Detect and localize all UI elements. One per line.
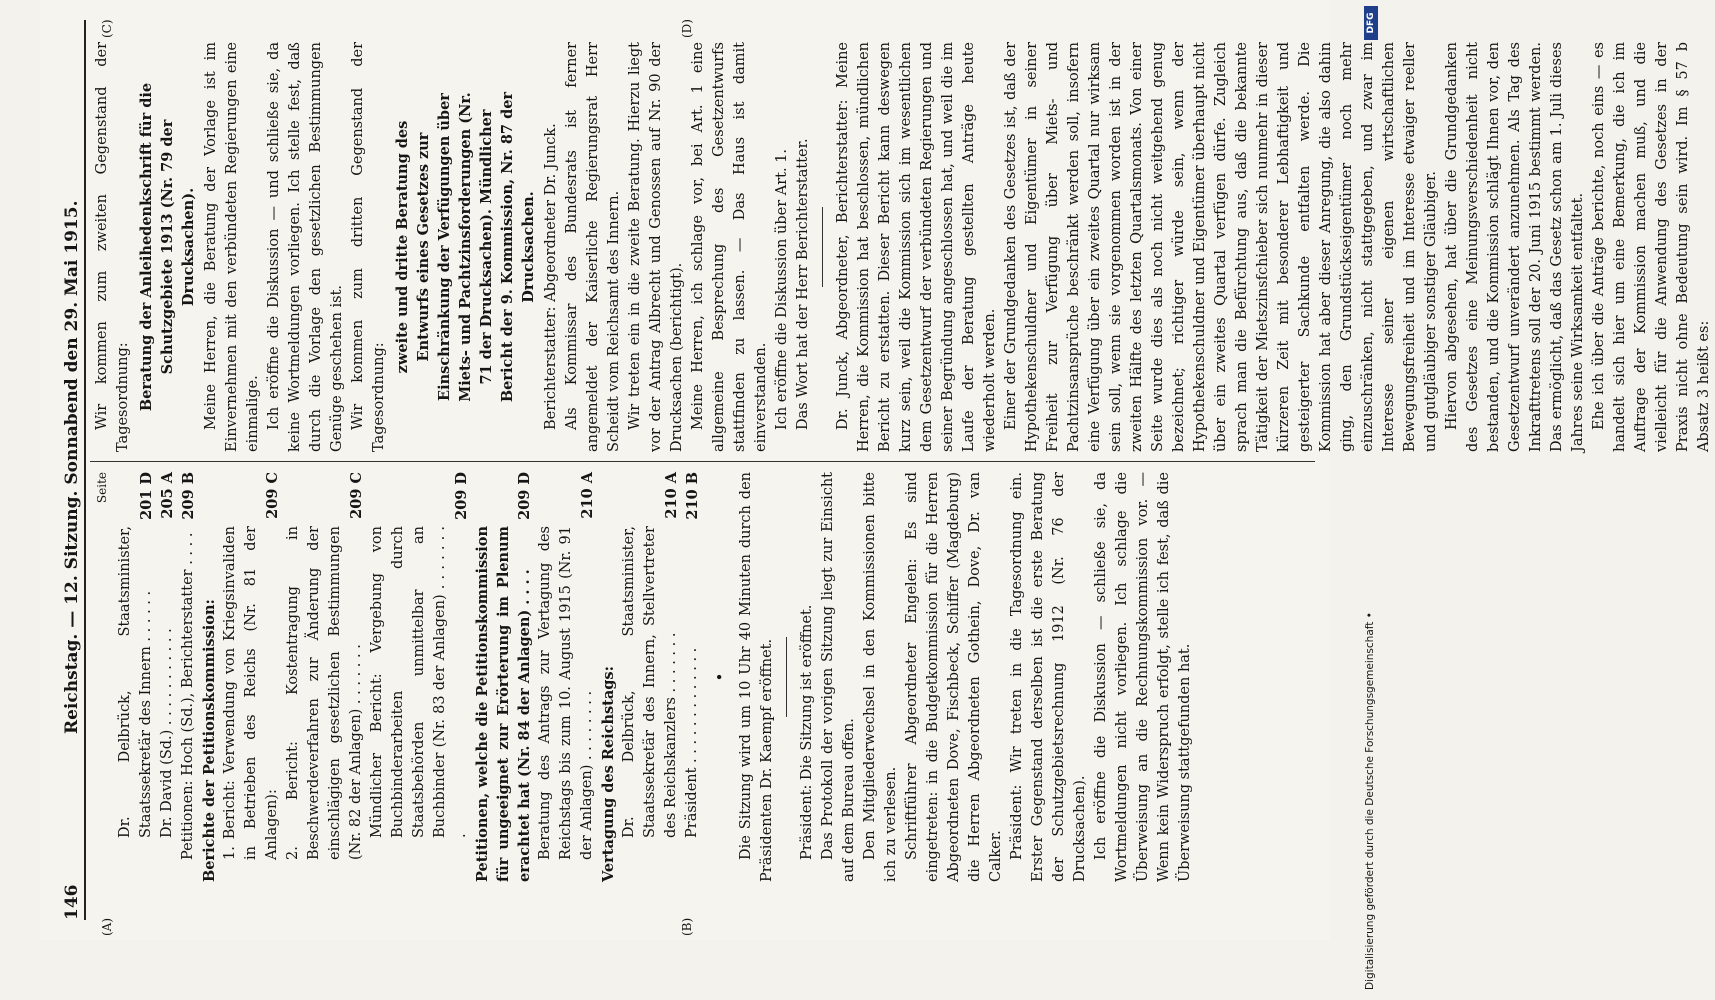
body-paragraph: Dr. Junck, Abgeordneter, Berichterstatter: Meine Herren, die Kommission hat beschlossen, mündlichen Bericht zu erstatten. Dieser Bericht kann deswegen kurz sein, weil die Kommission sich im wesentlichen dem Gesetzentwurf der verbündeten Regierungen und seiner Begründung angeschlossen hat, und weil die im Laufe der Beratung gestellten Anträge heute wiederholt werden.: [835, 42, 998, 452]
body-paragraph: Das Protokoll der vorigen Sitzung liegt zur Einsicht auf dem Bureau offen.: [820, 472, 857, 882]
left-column: [92, 472, 1312, 882]
toc-report: [535, 472, 598, 882]
toc-vertagung-text: Dr. Delbrück, Staatsminister, Staatssekretär des Innern, Stellvertreter des Reichskanzlers . . . . . . .: [621, 526, 679, 838]
seite-label: Seite: [95, 472, 109, 504]
body-paragraph: Wir treten ein in die zweite Beratung. Hierzu liegt vor der Antrag Albrecht und Genossen auf Nr. 90 der Drucksachen (berichtigt).: [627, 42, 685, 452]
body-paragraph: Die Sitzung wird um 10 Uhr 40 Minuten durch den Präsidenten Dr. Kaempf eröffnet.: [738, 472, 775, 882]
digitization-credit: Digitalisierung gefördert durch die Deutsche Forschungsgemeinschaft •: [1364, 612, 1376, 990]
body-paragraph: Hiervon abgesehen, hat über die Grundgedanken des Gesetzes eine Meinungsverschiedenheit nicht bestanden, und die Kommission schlägt Ihnen vor, den Gesetzentwurf unverändert anzunehmen. Als Tag des Inkrafttretens soll der 20. Juni 1915 bestimmt werden. Das ermöglicht, daß das Gesetz schon am 1. Juli dieses Jahres seine Wirksamkeit entfaltet.: [1444, 42, 1586, 452]
toc-vertagung: [682, 472, 703, 882]
toc-report-page: 209 C: [264, 472, 281, 519]
column-divider: [90, 461, 1315, 462]
body-paragraph: Meine Herren, die Beratung der Vorlage ist im Einvernehmen mit den verbündeten Regierungen eine einmalige.: [203, 42, 261, 452]
separator-dot: •: [713, 672, 729, 682]
page-header: [44, 20, 82, 920]
toc-vertagung-page: 210 A: [663, 472, 680, 519]
toc-vertagung-page: 210 B: [684, 472, 701, 520]
toc-vertagung-text: Präsident . . . . . . . . . . . . .: [684, 647, 700, 838]
page-number: 146: [62, 884, 82, 920]
agenda-item: zweite und dritte Beratung des Entwurfs eines Gesetzes zur Einschränkung der Verfügungen über Miets- und Pachtzinsforderungen (Nr. 71 der Drucksachen). Mündlicher Bericht der 9. Kommission, Nr. 87 der Drucksachen.: [394, 91, 537, 403]
toc-report-page: 209 D: [516, 472, 533, 520]
toc-entry: [115, 472, 157, 882]
body-paragraph: Präsident: Wir treten in die Tagesordnung ein. Erster Gegenstand derselben ist die erste Beratung der Schutzgebietsrechnung 1912 (Nr. 76 der Drucksachen).: [1009, 472, 1088, 882]
body-paragraph: Wir kommen zum zweiten Gegenstand der Tagesordnung:: [94, 42, 131, 452]
toc-vertagung: [619, 472, 682, 882]
body-paragraph: Ich eröffne die Diskussion — schließe sie, da Wortmeldungen nicht vorliegen. Ich schlage die Überweisung an die Rechnungskommission vor. — Wenn kein Widerspruch erfolgt, stelle ich fest, daß die Überweisung stattgefunden hat.: [1093, 472, 1193, 882]
body-paragraph: Wir kommen zum dritten Gegenstand der Tagesordnung:: [350, 42, 387, 452]
toc-report: [220, 472, 283, 882]
body-paragraph: Ehe ich über die Anträge berichte, noch eins — es handelt sich hier um eine Bemerkung, die ich im Auftrage der Kommission machen muß, und die vielleicht für die Anwendung des Gesetzes in der Praxis nicht ohne Bedeutung sein wird. Im § 57 b Absatz 3 heißt es:: [1591, 42, 1712, 452]
toc-report-text: Beratung des Antrags zur Vertagung des Reichstags bis zum 10. August 1915 (Nr. 91 der Anlagen) . . . . . . . .: [537, 526, 595, 860]
body-paragraph: Berichterstatter: Abgeordneter Dr. Junck.: [543, 123, 559, 430]
toc-report-text: 2. Bericht: Kostentragung in Beschwerdeverfahren zur Änderung der einschlägigen gesetzlichen Bestimmungen (Nr. 82 der Anlagen) . . . . . . .: [285, 526, 364, 860]
body-paragraph: Das Wort hat der Herr Berichterstatter.: [795, 138, 811, 430]
agenda-item: Beratung der Anleihedenkschrift für die Schutzgebiete 1913 (Nr. 79 der Drucksachen).: [138, 82, 197, 412]
toc-report-text: 1. Bericht: Verwendung von Kriegsinvaliden in Betrieben des Reichs (Nr. 81 der Anlagen):: [222, 526, 280, 860]
body-paragraph: Ich eröffne die Diskussion — und schließe sie, da keine Wortmeldungen vorliegen. Ich stelle fest, daß durch die Vorlage den gesetzlichen Bestimmungen Genüge geschehen ist.: [266, 42, 345, 452]
separator-rule: [786, 637, 787, 717]
body-paragraph: Ich eröffne die Diskussion über Art. 1.: [774, 148, 790, 430]
toc-report-text: Petitionen, welche die Petitionskommission für ungeeignet zur Erörterung im Plenum erachtet hat (Nr. 84 der Anlagen) . . . .: [474, 526, 533, 882]
body-paragraph: Einer der Grundgedanken des Gesetzes ist, daß der Hypothekenschuldner und Eigentümer in seiner Freiheit zur Verfügung über Miets- und Pachtzinsansprüche beschränkt werden soll, insofern eine Verfügung über ein zweites Quartal nur wirksam sein soll, wenn sie vorgenommen worden ist in der zweiten Hälfte des letzten Quartalsmonats. Von einer Seite wurde dies als noch nicht weitgehend genug bezeichnet; richtiger würde sein, wenn der Hypothekenschuldner und Eigentümer überhaupt nicht über ein zweites Quartal verfügen dürfe. Zugleich sprach man die Befürchtung aus, daß die bekannte Tätigkeit der Mietszinsfchieber sich nunmehr in dieser kürzeren Zeit mit besonderer Lebhaftigkeit und gesteigerter Sachkunde entfalten werde. Die Kommission hat aber dieser Anregung, die also dahin ging, den Grundstückseigentümer noch mehr einzuschränken, nicht stattgegeben, und zwar im Interesse seiner eigenen wirtschaftlichen Bewegungsfreiheit und im Interesse etwaiger reeller und gutgläubiger sonstiger Gläubiger.: [1003, 42, 1439, 452]
toc-report: [472, 472, 535, 882]
toc-report: [367, 472, 472, 882]
toc-report-page: 209 C: [348, 472, 365, 519]
toc-entry-text: Dr. Delbrück, Staatsminister, Staatssekretär des Innern . . . . . .: [117, 526, 154, 838]
toc-entry-text: Petitionen: Hoch (Sd.), Berichterstatter . . . .: [180, 532, 196, 860]
separator-rule: [822, 207, 823, 287]
margin-mark-a: (A): [100, 917, 114, 936]
toc-entry-page: 209 B: [180, 472, 197, 520]
toc-report-page: 209 D: [453, 472, 470, 520]
toc-entry: [178, 472, 199, 882]
toc-entry-page: 205 A: [159, 472, 176, 519]
body-paragraph: Meine Herren, ich schlage vor, bei Art. 1 eine allgemeine Besprechung des Gesetzentwurfs stattfinden zu lassen. — Das Haus ist damit einverstanden.: [690, 42, 769, 452]
toc-section-heading: Berichte der Petitionskommission:: [201, 599, 218, 882]
margin-mark-c: (C): [100, 19, 114, 38]
toc-report-page: 210 A: [579, 472, 596, 519]
margin-mark-d: (D): [680, 19, 694, 38]
toc-entry-text: Dr. David (Sd.) . . . . . . . . . . .: [159, 628, 175, 838]
body-paragraph: Präsident: Die Sitzung ist eröffnet.: [799, 604, 815, 860]
dfg-badge-text: DFG: [1366, 12, 1376, 34]
toc-report: [283, 472, 367, 882]
toc-report-text: Mündlicher Bericht: Vergebung von Buchbinderarbeiten durch Staatsbehörden unmittelbar an Buchbinder (Nr. 83 der Anlagen) . . . . . . . .: [369, 526, 469, 838]
toc-entry: [157, 472, 178, 882]
toc-entry-page: 201 D: [138, 472, 155, 520]
vertagung-heading: Vertagung des Reichstags:: [600, 666, 617, 882]
right-column: [92, 42, 1712, 452]
header-rule: [84, 20, 86, 920]
page-title: Reichstag. — 12. Sitzung. Sonnabend den 29. Mai 1915.: [62, 200, 82, 735]
body-paragraph: Schriftführer Abgeordneter Engelen: Es sind eingetreten: in die Budgetkommission für die Herren Abgeordneten Dove, Fischbeck, Schiffer (Magdeburg) die Herren Abgeordneten Gothein, Dove, Dr. van Calker.: [904, 472, 1004, 882]
body-paragraph: Als Kommissar des Bundesrats ist ferner angemeldet der Kaiserliche Regierungsrat Herr Scheidt vom Reichsamt des Innern.: [564, 42, 622, 452]
margin-mark-b: (B): [680, 917, 694, 936]
body-paragraph: Den Mitgliederwechsel in den Kommissionen bitte ich zu verlesen.: [862, 472, 899, 882]
